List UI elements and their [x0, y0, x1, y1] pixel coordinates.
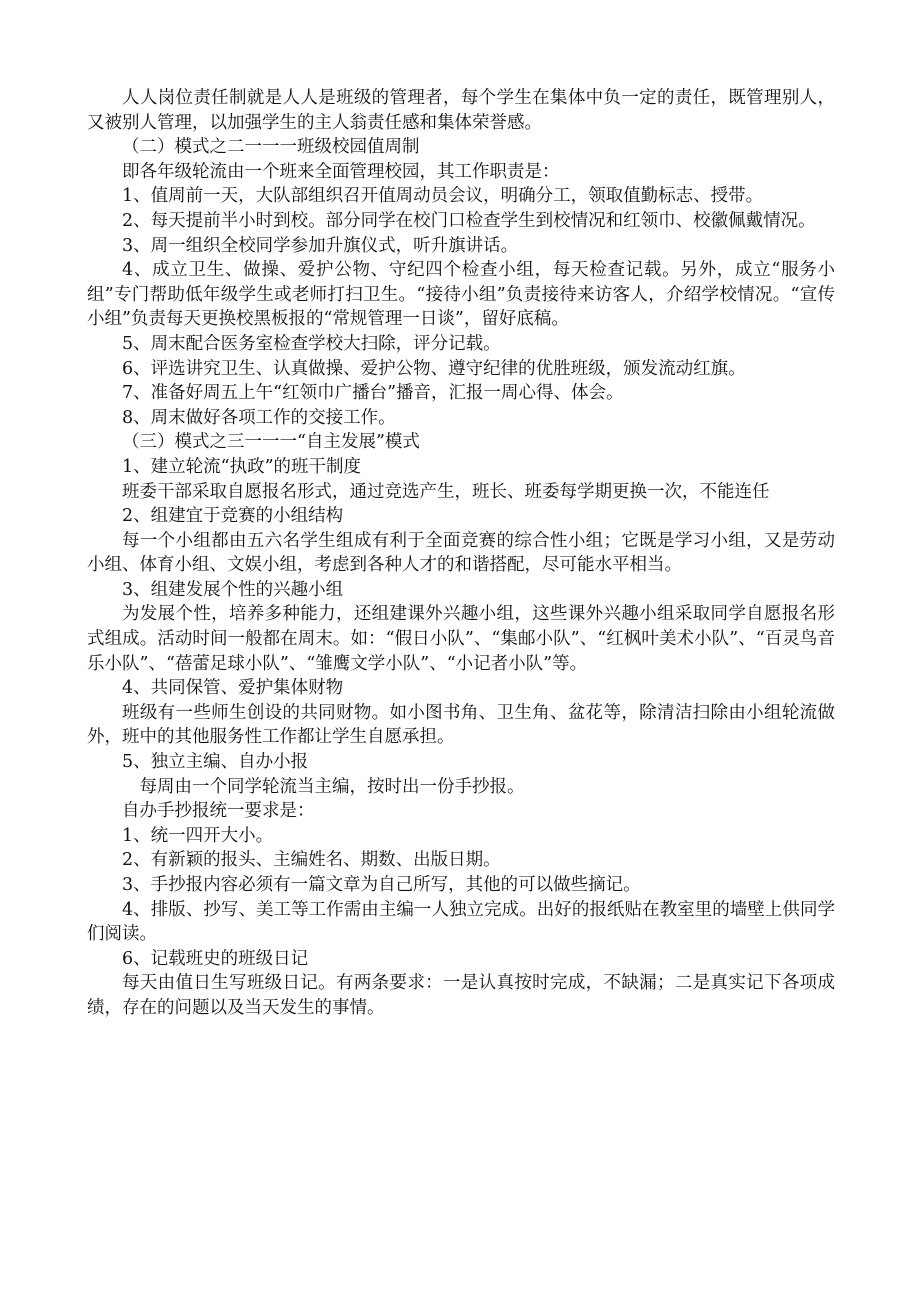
paragraph-class-newspaper: 每周由一个同学轮流当主编，按时出一份手抄报。: [139, 776, 525, 797]
list-item-duty-3: 3、周一组织全校同学参加升旗仪式，听升旗讲话。: [122, 235, 519, 256]
list-item-duty-5: 5、周末配合医务室检查学校大扫除，评分记载。: [122, 333, 501, 354]
list-item-duty-2: 2、每天提前半小时到校。部分同学在校门口检查学生到校情况和红领巾、校徽佩戴情况。: [122, 210, 816, 231]
subheading-competition-groups: 2、组建宜于竞赛的小组结构: [122, 506, 344, 527]
paragraph-interest-groups: 为发展个性，培养多种能力，还组建课外兴趣小组，这些课外兴趣小组采取同学自愿报名形式组成。活动时间一般都在周末。如：“假日小队”、“集邮小队”、“红枫叶美术小队”、“百灵鸟音乐小队”、“蓓蕾足球小队”、“雏鹰文学小队”、“小记者小队”等。: [87, 604, 835, 674]
list-item-duty-8: 8、周末做好各项工作的交接工作。: [122, 407, 396, 428]
list-item-newspaper-4: 4、排版、抄写、美工等工作需由主编一人独立完成。出好的报纸贴在教室里的墙壁上供同学们阅读。: [87, 899, 835, 945]
paragraph-collective-property: 班级有一些师生创设的共同财物。如小图书角、卫生角、盆花等，除清洁扫除由小组轮流做外，班中的其他服务性工作都让学生自愿承担。: [87, 702, 835, 748]
list-item-duty-7: 7、准备好周五上午“红领巾广播台”播音，汇报一周心得、体会。: [122, 383, 624, 404]
subheading-collective-property: 4、共同保管、爱护集体财物: [122, 678, 344, 699]
paragraph-newspaper-requirements: 自办手抄报统一要求是：: [122, 801, 315, 822]
subheading-interest-groups: 3、组建发展个性的兴趣小组: [122, 579, 344, 600]
list-item-newspaper-3: 3、手抄报内容必须有一篇文章为自己所写，其他的可以做些摘记。: [122, 875, 641, 895]
subheading-class-diary: 6、记载班史的班级日记: [122, 948, 309, 969]
subheading-class-newspaper: 5、独立主编、自办小报: [122, 752, 309, 773]
heading-mode-two: （二）模式之二一一一班级校园值周制: [122, 137, 420, 158]
list-item-duty-1: 1、值周前一天，大队部组织召开值周动员会议，明确分工，领取值勤标志、授带。: [122, 186, 764, 207]
paragraph-responsibility-system: 人人岗位责任制就是人人是班级的管理者，每个学生在集体中负一定的责任，既管理别人，又被别人管理，以加强学生的主人翁责任感和集体荣誉感。: [87, 88, 835, 133]
paragraph-class-diary: 每天由值日生写班级日记。有两条要求：一是认真按时完成，不缺漏；二是真实记下各项成绩，存在的问题以及当天发生的事情。: [87, 973, 835, 1018]
paragraph-duty-intro: 即各年级轮流由一个班来全面管理校园，其工作职责是：: [122, 161, 560, 182]
heading-mode-three: （三）模式之三一一一“自主发展”模式: [122, 432, 420, 453]
list-item-newspaper-2: 2、有新颖的报头、主编姓名、期数、出版日期。: [122, 850, 501, 871]
subheading-rotating-cadre: 1、建立轮流“执政”的班干制度: [122, 456, 362, 477]
paragraph-competition-groups: 每一个小组都由五六名学生组成有利于全面竞赛的综合性小组；它既是学习小组，又是劳动小组、体育小组、文娱小组，考虑到各种人才的和谐搭配，尽可能水平相当。: [87, 530, 835, 576]
list-item-duty-6: 6、评选讲究卫生、认真做操、爱护公物、遵守纪律的优胜班级，颁发流动红旗。: [122, 358, 746, 379]
list-item-duty-4: 4、成立卫生、做操、爱护公物、守纪四个检查小组，每天检查记载。另外，成立“服务小组”专门帮助低年级学生或老师打扫卫生。“接待小组”负责接待来访客人，介绍学校情况。“宣传小组”负责每天更换校黑板报的“常规管理一日谈”，留好底稿。: [87, 260, 835, 330]
document-body: [87, 86, 835, 1021]
list-item-newspaper-1: 1、统一四开大小。: [122, 825, 274, 846]
paragraph-rotating-cadre: 班委干部采取自愿报名形式，通过竞选产生，班长、班委每学期更换一次，不能连任: [122, 481, 770, 502]
